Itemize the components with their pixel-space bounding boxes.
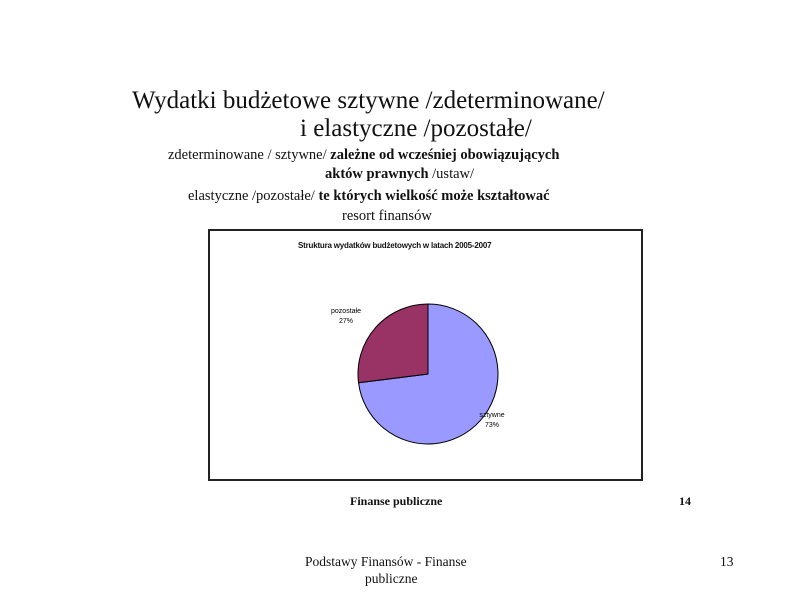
pie-slice-pozostałe	[358, 304, 428, 383]
outer-footer-title-line2: publiczne	[365, 571, 418, 586]
outer-footer-title	[305, 553, 545, 587]
text-line-2-regular: /ustaw/	[432, 166, 475, 182]
slide-title-line1: Wydatki budżetowe sztywne /zdeterminowane/	[132, 87, 605, 114]
text-line-4-regular: resort finansów	[342, 208, 432, 224]
chart-title: Struktura wydatków budżetowych w latach 2005-2007	[298, 241, 492, 250]
pie-chart	[210, 231, 641, 479]
outer-footer-page-number: 13	[720, 554, 734, 569]
text-line-2-bold: aktów prawnych	[325, 166, 433, 182]
text-line-2	[325, 165, 474, 183]
text-line-4	[342, 207, 432, 225]
pie-chart-frame	[208, 229, 643, 481]
text-line-1-bold: zależne od wcześniej obowiązujących	[330, 147, 560, 163]
text-line-3-bold: te których wielkość może kształtować	[318, 188, 550, 204]
pie-value-pozostałe: 27%	[338, 318, 354, 325]
text-line-1	[168, 146, 559, 164]
pie-label-pozostałe: pozostałe	[331, 308, 361, 315]
text-line-3-regular: elastyczne /pozostałe/	[188, 188, 319, 204]
outer-footer-title-line1: Podstawy Finansów - Finanse	[305, 554, 467, 569]
inner-footer-page-number: 14	[679, 494, 691, 508]
text-line-3	[188, 187, 550, 205]
text-line-1-regular: zdeterminowane / sztywne/	[168, 147, 331, 163]
slide-title-line2: i elastyczne /pozostałe/	[300, 115, 532, 142]
pie-value-sztywne: 73%	[484, 422, 500, 429]
pie-label-sztywne: sztywne	[479, 412, 505, 419]
inner-footer-left: Finanse publiczne	[350, 494, 443, 508]
